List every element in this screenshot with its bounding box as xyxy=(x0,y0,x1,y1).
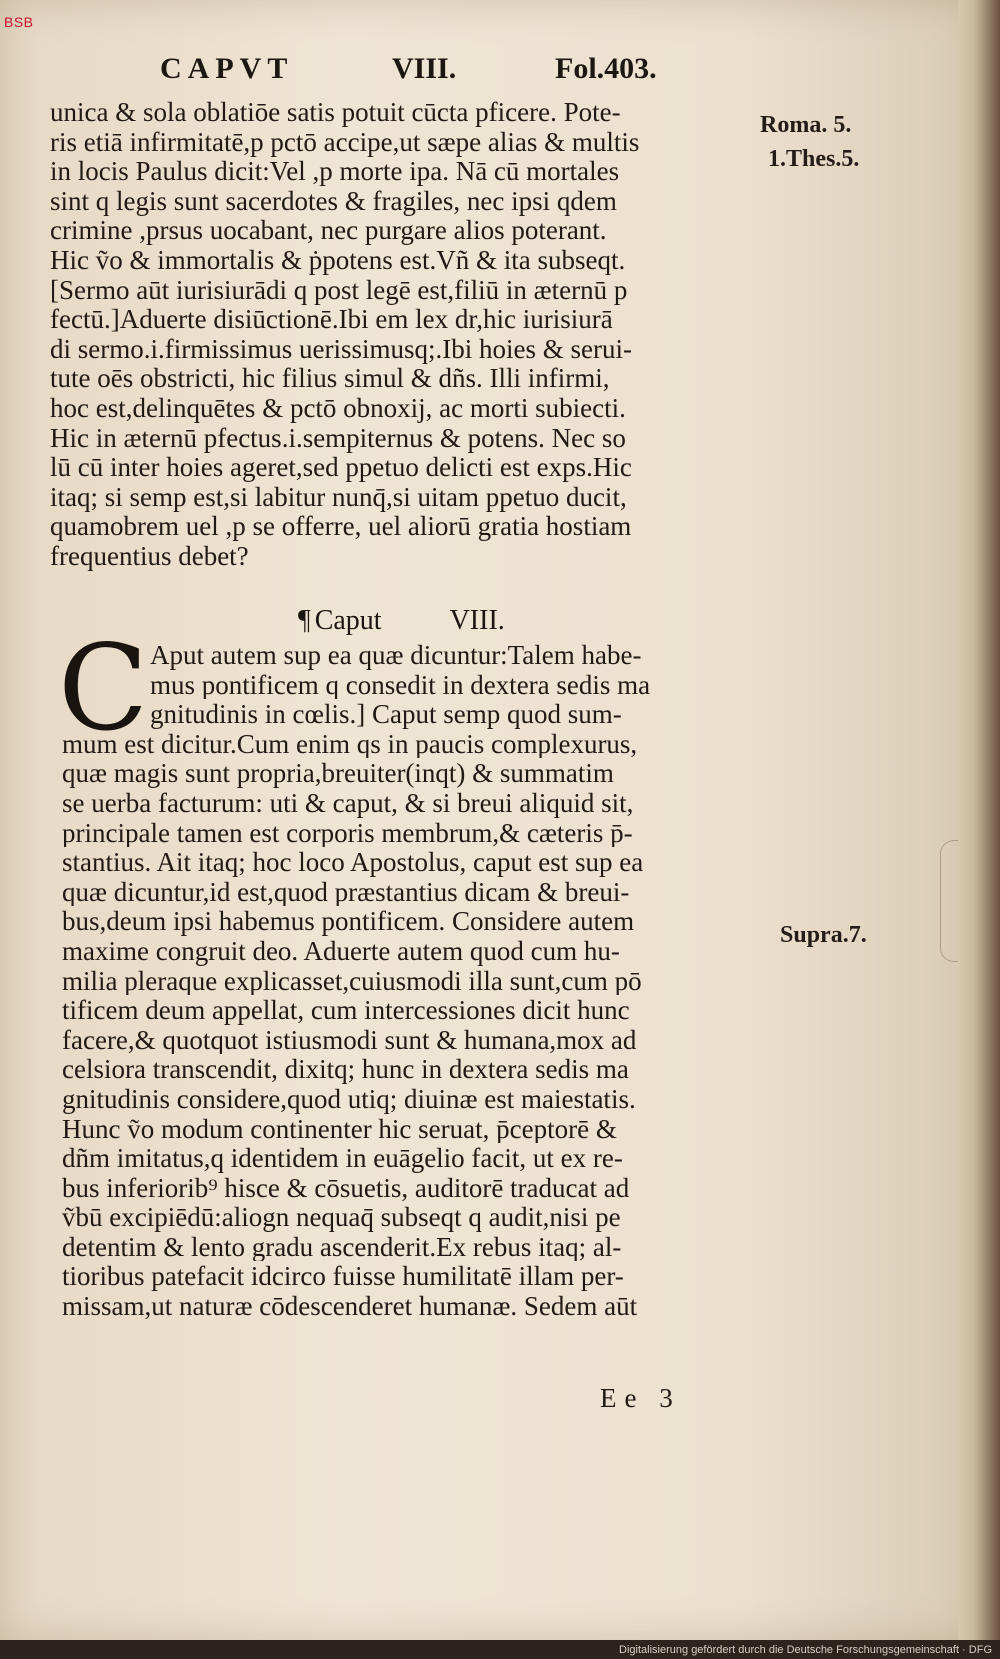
text-line: mum est dicitur.Cum enim qs in paucis complexurus, xyxy=(62,728,638,759)
pilcrow-icon: ¶ xyxy=(298,605,311,636)
text-line: quamobrem uel ,p se offerre, uel aliorū gratia hostiam xyxy=(50,512,632,542)
text-line: quæ dicuntur,id est,quod præstantius dicam & breui- xyxy=(62,876,630,907)
text-line: hoc est,delinquētes & pctō obnoxij, ac morti subiecti. xyxy=(50,393,626,423)
text-line: bus inferiorib⁹ hisce & cōsuetis, auditorē traducat ad xyxy=(62,1172,630,1203)
text-line: lū cū inter hoies ageret,sed ppetuo delicti est exps.Hic xyxy=(50,453,632,483)
text-line: Hunc ṽo modum continenter hic seruat, p̄ceptorē & xyxy=(62,1113,617,1144)
text-line: gnitudinis considere,quod utiq; diuinæ est maiestatis. xyxy=(62,1083,636,1114)
text-line: itaq; si semp est,si labitur nunq̄,si uitam ppetuo ducit, xyxy=(50,482,627,512)
library-watermark: BSB xyxy=(4,14,34,30)
text-line: detentim & lento gradu ascenderit.Ex rebus itaq; al- xyxy=(62,1231,622,1262)
text-block-chapter xyxy=(62,640,782,1321)
text-line: in locis Paulus dicit:Vel ,p morte ipa. Nā cū mortales xyxy=(50,157,620,187)
text-line: sint q legis sunt sacerdotes & fragiles, nec ipsi qdem xyxy=(50,186,617,216)
text-line: maxime congruit deo. Aduerte autem quod cum hu- xyxy=(62,935,620,966)
text-line: se uerba facturum: uti & caput, & si breui aliquid sit, xyxy=(62,787,634,818)
text-line: milia pleraque explicasset,cuiusmodi illa sunt,cum pō xyxy=(62,965,642,996)
text-line: bus,deum ipsi habemus pontificem. Considere autem xyxy=(62,906,635,936)
running-head-chapter-number: VIII. xyxy=(392,52,457,85)
text-line: dñm imitatus,q identidem in euāgelio facit, ut ex re- xyxy=(62,1143,623,1173)
chapter-heading-number: VIII. xyxy=(449,605,505,636)
running-head-folio: Fol.403. xyxy=(555,52,657,85)
text-line: frequentius debet? xyxy=(50,541,249,571)
text-line: tificem deum appellat, cum intercessiones dicit hunc xyxy=(62,995,630,1025)
text-line: tioribus patefacit idcirco fuisse humilitatē illam per- xyxy=(62,1261,624,1292)
text-line: di sermo.i.firmissimus uerissimusq;.Ibi hoies & serui- xyxy=(50,334,632,364)
text-line: facere,& quotquot istiusmodi sunt & humana,mox ad xyxy=(62,1024,637,1055)
text-line: gnitudinis in cœlis.] Caput semp quod sum- xyxy=(150,699,622,729)
signature-mark: Ee 3 xyxy=(600,1383,681,1413)
chapter-heading-word: Caput xyxy=(314,605,382,636)
margin-note-supra: Supra.7. xyxy=(780,922,867,948)
text-line: missam,ut naturæ cōdescenderet humanæ. Sedem aūt xyxy=(62,1291,638,1321)
text-line: Aput autem sup ea quæ dicuntur:Talem habe- xyxy=(150,640,642,670)
margin-note-thessalonians: 1.Thes.5. xyxy=(768,146,860,172)
text-line: ṽbū excipiēdū:aliogn nequaq̄ subseqt q audit,nisi pe xyxy=(62,1202,621,1232)
running-head xyxy=(160,52,680,92)
text-line: mus pontificem q consedit in dextera sedis ma xyxy=(150,669,651,700)
running-head-caput: CAPVT xyxy=(160,52,294,85)
chapter-heading xyxy=(298,605,505,637)
margin-note-roma: Roma. 5. xyxy=(760,112,852,138)
decorated-initial: C xyxy=(58,619,149,757)
text-line: crimine ,prsus uocabant, nec purgare alios poterant. xyxy=(50,216,607,246)
text-line: fectū.]Aduerte disiūctionē.Ibi em lex dr,hic iurisiurā xyxy=(50,305,613,335)
text-line: Hic ṽo & immortalis & ṗpotens est.Vñ & ita subseqt. xyxy=(50,245,626,275)
digitization-credit: Digitalisierung gefördert durch die Deutsche Forschungsgemeinschaft · DFG xyxy=(619,1644,992,1656)
text-line: [Sermo aūt iurisiurādi q post legē est,filiū in æternū p xyxy=(50,275,628,305)
text-line: quæ magis sunt propria,breuiter(inqt) & summatim xyxy=(62,758,614,788)
text-line: celsiora transcendit, dixitq; hunc in dextera sedis ma xyxy=(62,1054,629,1084)
text-line: principale tamen est corporis membrum,& cæteris p̄- xyxy=(62,817,633,848)
text-line: stantius. Ait itaq; hoc loco Apostolus, caput est sup ea xyxy=(62,847,644,877)
text-line: unica & sola oblatiōe satis potuit cūcta pficere. Pote- xyxy=(50,98,621,127)
page-edge xyxy=(958,0,1000,1640)
text-line: ris etiā infirmitatē,p pctō accipe,ut sæpe alias & multis xyxy=(50,127,640,157)
text-line: tute oēs obstricti, hic filius simul & dñs. Illi infirmi, xyxy=(50,364,610,394)
text-block-commentary xyxy=(50,98,770,572)
text-line: Hic in æternū pfectus.i.sempiternus & potens. Nec so xyxy=(50,423,626,453)
